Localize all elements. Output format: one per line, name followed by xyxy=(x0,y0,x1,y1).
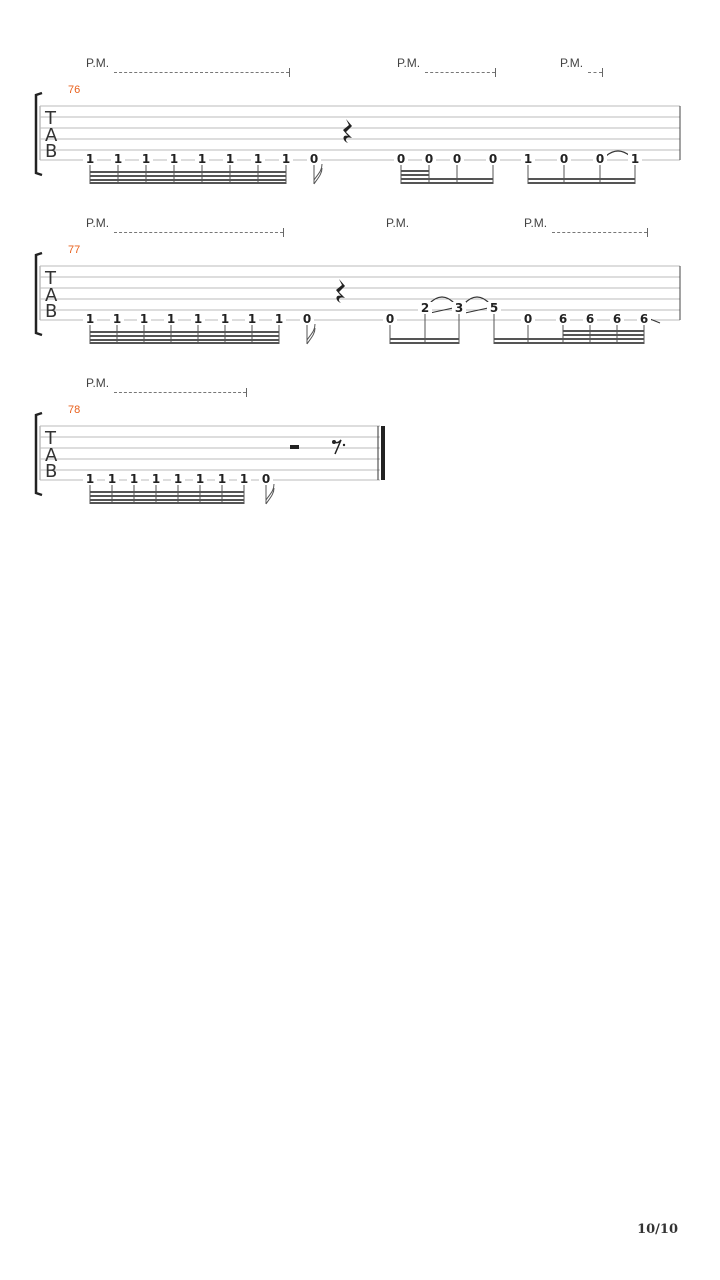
tab-staff xyxy=(0,370,720,530)
fret-number: 1 xyxy=(193,473,207,485)
fret-number: 1 xyxy=(223,153,237,165)
fret-number: 0 xyxy=(422,153,436,165)
fret-number: 1 xyxy=(245,313,259,325)
fret-number: 1 xyxy=(83,313,97,325)
fret-number: 1 xyxy=(105,473,119,485)
svg-text:A: A xyxy=(45,125,58,146)
fret-number: 6 xyxy=(610,313,624,325)
palm-mute-label: P.M. xyxy=(560,56,584,70)
svg-text:T: T xyxy=(45,108,56,129)
tab-system-78 xyxy=(0,370,720,530)
tab-staff xyxy=(0,50,720,210)
fret-number: 1 xyxy=(164,313,178,325)
svg-text:A: A xyxy=(45,445,58,466)
fret-number: 6 xyxy=(637,313,651,325)
fret-number: 2 xyxy=(418,302,432,314)
fret-number: 1 xyxy=(628,153,642,165)
fret-number: 1 xyxy=(149,473,163,485)
fret-number: 1 xyxy=(218,313,232,325)
fret-number: 1 xyxy=(83,473,97,485)
fret-number: 0 xyxy=(307,153,321,165)
svg-text:B: B xyxy=(45,301,58,322)
fret-number: 1 xyxy=(171,473,185,485)
measure-number: 76 xyxy=(68,84,81,96)
half-rest-icon xyxy=(290,445,299,449)
palm-mute-label: P.M. xyxy=(86,216,110,230)
tab-system-76 xyxy=(0,50,720,210)
fret-number: 0 xyxy=(383,313,397,325)
fret-number: 1 xyxy=(127,473,141,485)
fret-number: 1 xyxy=(237,473,251,485)
fret-number: 0 xyxy=(450,153,464,165)
svg-text:B: B xyxy=(45,141,58,162)
fret-number: 0 xyxy=(394,153,408,165)
fret-number: 0 xyxy=(300,313,314,325)
fret-number: 1 xyxy=(83,153,97,165)
fret-number: 1 xyxy=(195,153,209,165)
fret-number: 1 xyxy=(521,153,535,165)
fret-number: 1 xyxy=(137,313,151,325)
fret-number: 1 xyxy=(111,153,125,165)
measure-number: 78 xyxy=(68,404,81,416)
fret-number: 1 xyxy=(191,313,205,325)
tab-staff xyxy=(0,210,720,370)
fret-number: 0 xyxy=(521,313,535,325)
tab-system-77 xyxy=(0,210,720,370)
palm-mute-label: P.M. xyxy=(86,56,110,70)
palm-mute-label: P.M. xyxy=(397,56,421,70)
fret-number: 1 xyxy=(279,153,293,165)
fret-number: 0 xyxy=(259,473,273,485)
fret-number: 3 xyxy=(452,302,466,314)
eighth-rest-icon xyxy=(332,440,345,454)
fret-number: 5 xyxy=(487,302,501,314)
measure-number: 77 xyxy=(68,244,81,256)
palm-mute-label: P.M. xyxy=(524,216,548,230)
fret-number: 6 xyxy=(556,313,570,325)
svg-text:A: A xyxy=(45,285,58,306)
fret-number: 0 xyxy=(593,153,607,165)
fret-number: 6 xyxy=(583,313,597,325)
fret-number: 1 xyxy=(215,473,229,485)
svg-text:T: T xyxy=(45,268,56,289)
fret-number: 0 xyxy=(486,153,500,165)
fret-number: 1 xyxy=(251,153,265,165)
svg-text:B: B xyxy=(45,461,58,482)
fret-number: 1 xyxy=(110,313,124,325)
palm-mute-label: P.M. xyxy=(386,216,410,230)
fret-number: 1 xyxy=(139,153,153,165)
fret-number: 1 xyxy=(167,153,181,165)
fret-number: 0 xyxy=(557,153,571,165)
svg-text:T: T xyxy=(45,428,56,449)
page-number: 10/10 xyxy=(637,1222,678,1237)
palm-mute-label: P.M. xyxy=(86,376,110,390)
fret-number: 1 xyxy=(272,313,286,325)
